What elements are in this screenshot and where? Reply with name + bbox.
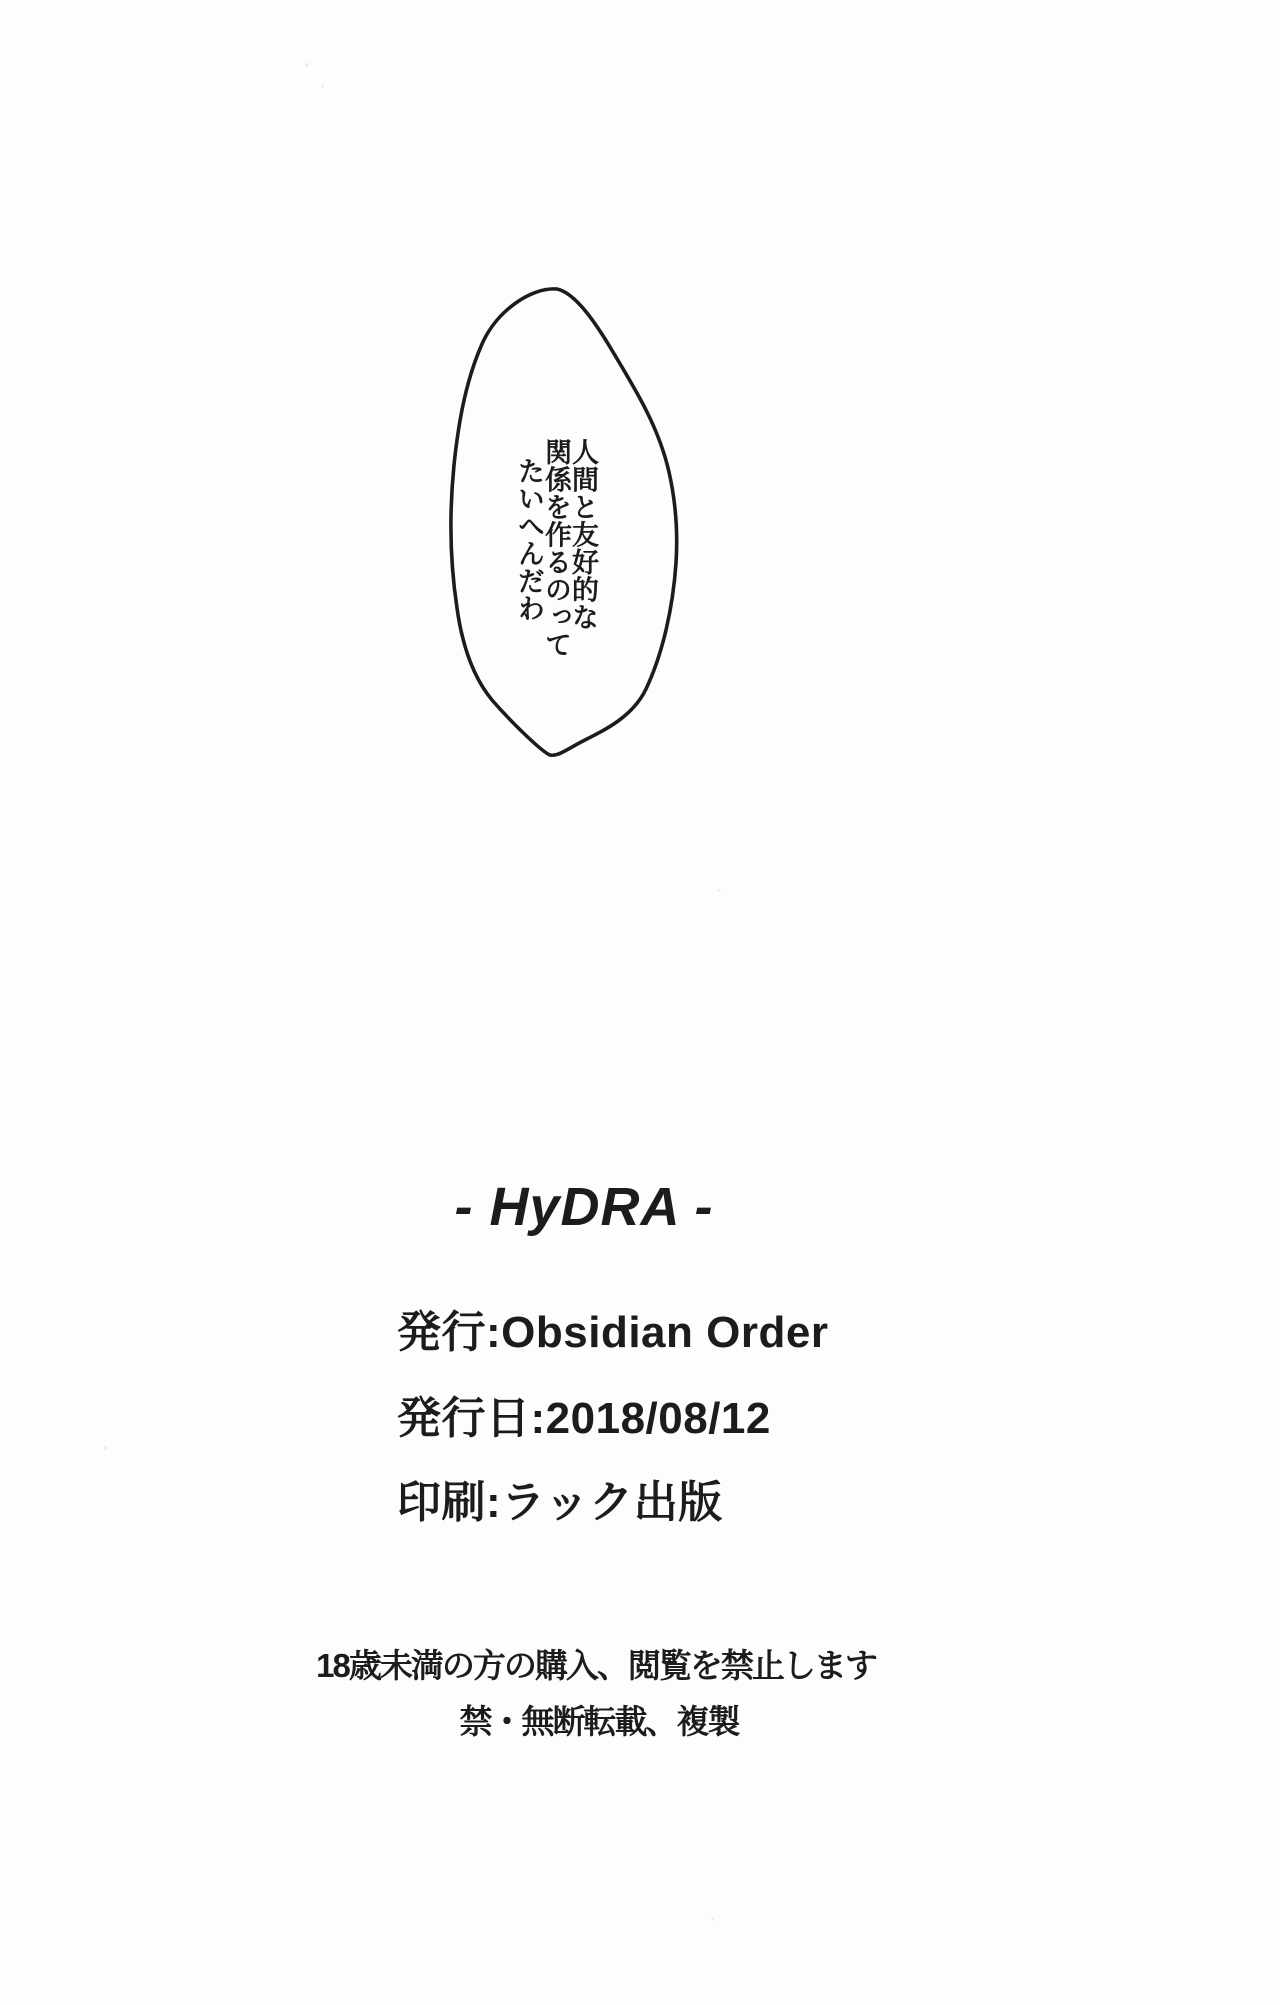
scan-speck (711, 1918, 714, 1921)
age-restriction-notice: 18歳未満の方の購入、閲覧を禁止します (316, 1647, 876, 1684)
scan-speck (103, 1446, 107, 1450)
scan-speck (321, 85, 324, 88)
credit-line-printer: 印刷:ラック出版 (397, 1478, 723, 1527)
book-title: - HyDRA - (454, 1177, 714, 1237)
no-reproduction-notice: 禁・無断転載、複製 (459, 1703, 739, 1740)
credit-line-publisher: 発行:Obsidian Order (397, 1308, 829, 1357)
bubble-text-column-2: 関係を作るのって (541, 438, 571, 658)
credit-line-publication-date: 発行日:2018/08/12 (397, 1394, 771, 1443)
scan-speck (718, 889, 721, 892)
bubble-text-column-1: 人間と友好的な (568, 438, 598, 631)
scan-speck (305, 63, 309, 67)
bubble-text-column-3: たいへんだわ (514, 457, 544, 622)
